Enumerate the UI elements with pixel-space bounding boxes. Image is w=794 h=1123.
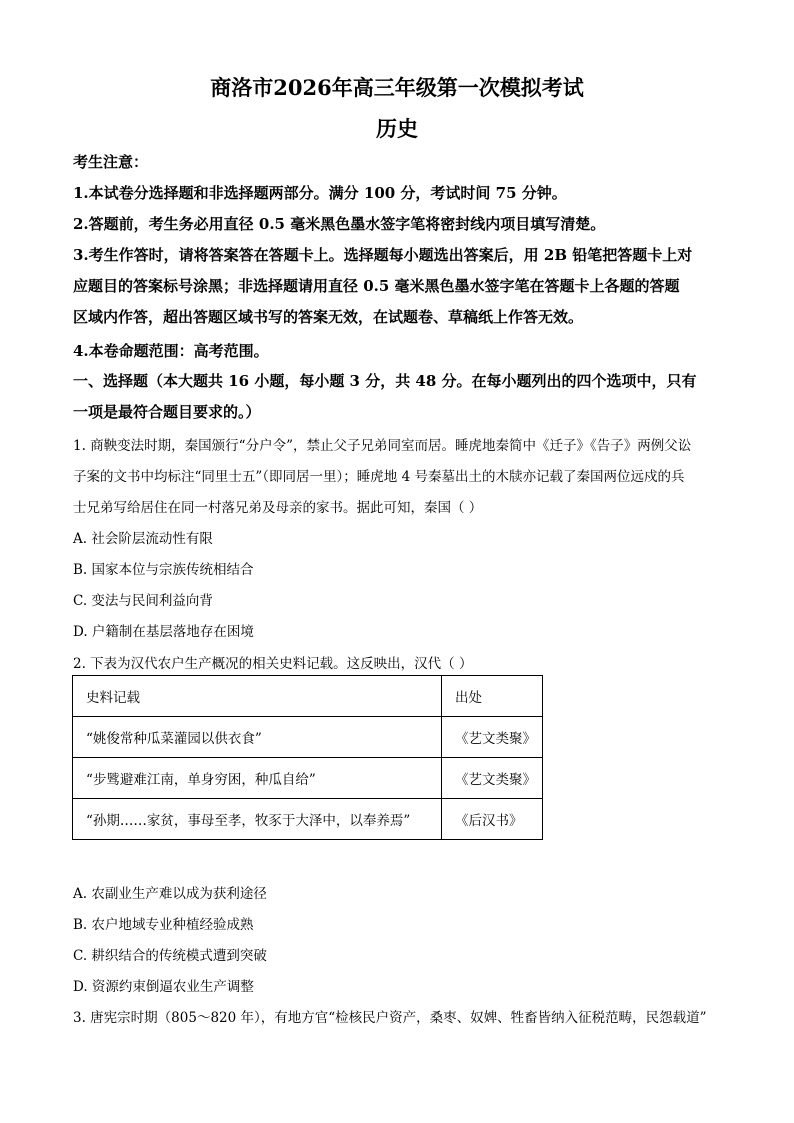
notice-line: 2.答题前，考生务必用直径 0.5 毫米黑色墨水签字笔将密封线内项目填写清楚。: [73, 215, 606, 233]
notice-heading: 考生注意：: [73, 153, 149, 171]
table-cell: “步骘避难江南，单身穷困，种瓜自给”: [73, 758, 442, 799]
table-cell: 《后汉书》: [442, 799, 543, 840]
notice-line: 3.考生作答时，请将答案答在答题卡上。选择题每小题选出答案后，用 2B 铅笔把答题卡上对: [73, 246, 693, 264]
question-1-stem: 士兄弟写给居住在同一村落兄弟及母亲的家书。据此可知，秦国（ ）: [73, 500, 483, 516]
question-1-option-a: A. 社会阶层流动性有限: [73, 531, 213, 547]
notice-line: 4.本卷命题范围：高考范围。: [73, 342, 269, 360]
question-1-option-b: B. 国家本位与宗族传统相结合: [73, 562, 254, 578]
table-header-row: [73, 676, 543, 717]
question-2-option-c: C. 耕织结合的传统模式遭到突破: [73, 948, 267, 964]
question-2-stem: 2. 下表为汉代农户生产概况的相关史料记载。这反映出，汉代（ ）: [73, 656, 473, 672]
table-cell: “孙期……家贫，事母至孝，牧豕于大泽中，以奉养焉”: [73, 799, 442, 840]
source-table: [72, 675, 543, 840]
notice-line: 1.本试卷分选择题和非选择题两部分。满分 100 分，考试时间 75 分钟。: [73, 184, 567, 202]
question-1-option-d: D. 户籍制在基层落地存在困境: [73, 624, 254, 640]
exam-title: 商洛市2026年高三年级第一次模拟考试: [210, 75, 584, 100]
question-3-stem: 3. 唐宪宗时期（805～820 年），有地方官“检核民户资产，桑枣、奴婢、牲畜皆纳入征税范畴，民怨载道”: [73, 1010, 707, 1026]
table-cell: “姚俊常种瓜菜灌园以供衣食”: [73, 717, 442, 758]
question-1-stem: 子案的文书中均标注“同里士五”（即同居一里）；睡虎地 4 号秦墓出土的木牍亦记载了秦国两位远戍的兵: [73, 469, 685, 485]
table-row: [73, 758, 543, 799]
table-cell: 《艺文类聚》: [442, 717, 543, 758]
question-2-option-d: D. 资源约束倒逼农业生产调整: [73, 979, 254, 995]
subject-title: 历史: [376, 116, 418, 141]
notice-line: 应题目的答案标号涂黑；非选择题请用直径 0.5 毫米黑色墨水签字笔在答题卡上各题的答题: [73, 277, 680, 295]
table-row: [73, 717, 543, 758]
question-1-option-c: C. 变法与民间利益向背: [73, 593, 213, 609]
table-header-cell: 史料记载: [73, 676, 442, 717]
question-1-stem: 1. 商鞅变法时期，秦国颁行“分户令”，禁止父子兄弟同室而居。睡虎地秦简中《迁子》《告子》两例父讼: [73, 438, 692, 454]
table-cell: 《艺文类聚》: [442, 758, 543, 799]
table-row: [73, 799, 543, 840]
section-heading: 一项是最符合题目要求的。）: [73, 403, 261, 421]
question-2-option-b: B. 农户地域专业种植经验成熟: [73, 917, 254, 933]
question-2-option-a: A. 农副业生产难以成为获利途径: [73, 886, 267, 902]
table-header-cell: 出处: [442, 676, 543, 717]
notice-line: 区域内作答，超出答题区域书写的答案无效，在试题卷、草稿纸上作答无效。: [73, 308, 584, 326]
section-heading: 一、选择题（本大题共 16 小题，每小题 3 分，共 48 分。在每小题列出的四个选项中，只有: [73, 372, 697, 390]
